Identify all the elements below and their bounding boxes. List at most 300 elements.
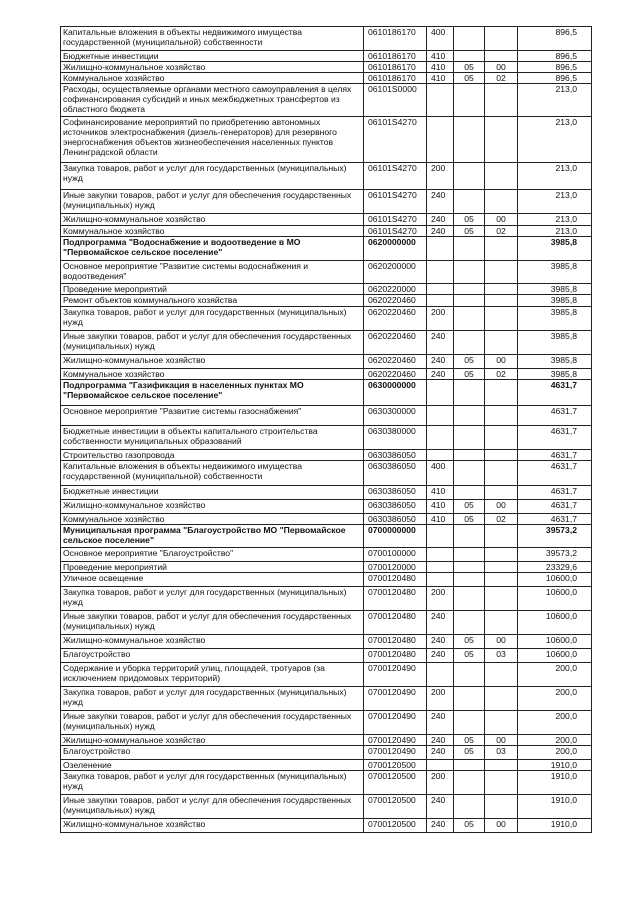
subsection-cell — [485, 771, 518, 795]
subsection-cell — [485, 284, 518, 295]
item-name-cell: Коммунальное хозяйство — [61, 226, 364, 237]
item-name-cell: Уличное освещение — [61, 573, 364, 587]
item-name-cell: Проведение мероприятий — [61, 562, 364, 573]
amount-cell: 200,0 — [518, 687, 592, 711]
section-cell — [454, 27, 485, 51]
expense-type-cell: 240 — [427, 611, 454, 635]
item-name-cell: Проведение мероприятий — [61, 284, 364, 295]
table-row — [61, 331, 592, 355]
target-code-cell: 0700120500 — [364, 795, 427, 819]
amount-cell: 3985,8 — [518, 284, 592, 295]
expense-type-cell — [427, 84, 454, 117]
target-code-cell: 06101S4270 — [364, 226, 427, 237]
amount-cell: 200,0 — [518, 735, 592, 746]
section-cell — [454, 711, 485, 735]
table-row — [61, 635, 592, 649]
item-name-cell: Муниципальная программа "Благоустройство МО "Первомайское сельское поселение" — [61, 525, 364, 548]
subsection-cell: 03 — [485, 649, 518, 663]
expense-type-cell — [427, 548, 454, 562]
subsection-cell — [485, 795, 518, 819]
table-row — [61, 587, 592, 611]
table-row — [61, 426, 592, 450]
amount-cell: 4631,7 — [518, 380, 592, 406]
subsection-cell: 00 — [485, 635, 518, 649]
table-row — [61, 450, 592, 461]
subsection-cell — [485, 27, 518, 51]
subsection-cell: 00 — [485, 355, 518, 369]
amount-cell: 213,0 — [518, 214, 592, 226]
subsection-cell — [485, 190, 518, 214]
target-code-cell: 06101S0000 — [364, 84, 427, 117]
target-code-cell: 0620220460 — [364, 307, 427, 331]
expense-type-cell — [427, 562, 454, 573]
target-code-cell: 0610186170 — [364, 51, 427, 62]
table-row — [61, 406, 592, 426]
expense-type-cell — [427, 760, 454, 771]
table-row — [61, 735, 592, 746]
target-code-cell: 0620220460 — [364, 295, 427, 307]
item-name-cell: Иные закупки товаров, работ и услуг для обеспечения государственных (муниципальных) нужд — [61, 611, 364, 635]
amount-cell: 3985,8 — [518, 355, 592, 369]
item-name-cell: Жилищно-коммунальное хозяйство — [61, 355, 364, 369]
expense-type-cell: 240 — [427, 369, 454, 380]
table-body — [61, 27, 592, 833]
expense-type-cell — [427, 295, 454, 307]
item-name-cell: Капитальные вложения в объекты недвижимого имущества государственной (муниципальной) собственности — [61, 461, 364, 486]
table-row — [61, 711, 592, 735]
subsection-cell: 00 — [485, 62, 518, 73]
item-name-cell: Основное мероприятие "Развитие системы газоснабжения" — [61, 406, 364, 426]
amount-cell: 10600,0 — [518, 649, 592, 663]
amount-cell: 23329,6 — [518, 562, 592, 573]
item-name-cell: Расходы, осуществляемые органами местного самоуправления в целях софинансирования субсидий и иных межбюджетных трансфертов из областного бюджета — [61, 84, 364, 117]
item-name-cell: Иные закупки товаров, работ и услуг для обеспечения государственных (муниципальных) нужд — [61, 795, 364, 819]
section-cell: 05 — [454, 369, 485, 380]
expense-type-cell: 200 — [427, 587, 454, 611]
amount-cell: 200,0 — [518, 746, 592, 760]
section-cell — [454, 84, 485, 117]
section-cell — [454, 771, 485, 795]
item-name-cell: Содержание и уборка территорий улиц, площадей, тротуаров (за исключением придомовых территорий) — [61, 663, 364, 687]
target-code-cell: 0700120480 — [364, 573, 427, 587]
target-code-cell: 06101S4270 — [364, 214, 427, 226]
amount-cell: 1910,0 — [518, 771, 592, 795]
subsection-cell: 02 — [485, 226, 518, 237]
table-row — [61, 261, 592, 284]
section-cell — [454, 284, 485, 295]
amount-cell: 896,5 — [518, 27, 592, 51]
section-cell — [454, 573, 485, 587]
table-row — [61, 573, 592, 587]
target-code-cell: 0700120500 — [364, 760, 427, 771]
expense-type-cell — [427, 380, 454, 406]
section-cell — [454, 760, 485, 771]
item-name-cell: Бюджетные инвестиции — [61, 51, 364, 62]
table-row — [61, 237, 592, 261]
expense-type-cell: 410 — [427, 73, 454, 84]
expense-type-cell: 200 — [427, 307, 454, 331]
item-name-cell: Софинансирование мероприятий по приобретению автономных источников электроснабжения (дизель-генераторов) для резервного энергоснабжения объектов жизнеобеспечения населенных пунктов Ленинградской области — [61, 117, 364, 163]
table-row — [61, 746, 592, 760]
table-row — [61, 355, 592, 369]
table-row — [61, 562, 592, 573]
expense-type-cell: 240 — [427, 795, 454, 819]
target-code-cell: 0700120500 — [364, 771, 427, 795]
section-cell: 05 — [454, 746, 485, 760]
section-cell — [454, 331, 485, 355]
section-cell — [454, 51, 485, 62]
subsection-cell: 03 — [485, 746, 518, 760]
subsection-cell: 02 — [485, 514, 518, 525]
subsection-cell — [485, 261, 518, 284]
item-name-cell: Капитальные вложения в объекты недвижимого имущества государственной (муниципальной) собственности — [61, 27, 364, 51]
item-name-cell: Строительство газопровода — [61, 450, 364, 461]
target-code-cell: 0630386050 — [364, 486, 427, 500]
target-code-cell: 06101S4270 — [364, 163, 427, 190]
item-name-cell: Благоустройство — [61, 746, 364, 760]
budget-document-page — [60, 26, 591, 833]
target-code-cell: 0630000000 — [364, 380, 427, 406]
section-cell: 05 — [454, 355, 485, 369]
table-row — [61, 649, 592, 663]
section-cell — [454, 562, 485, 573]
table-row — [61, 663, 592, 687]
subsection-cell — [485, 461, 518, 486]
section-cell — [454, 450, 485, 461]
amount-cell: 3985,8 — [518, 331, 592, 355]
amount-cell: 1910,0 — [518, 795, 592, 819]
section-cell — [454, 548, 485, 562]
expense-type-cell: 400 — [427, 27, 454, 51]
item-name-cell: Ремонт объектов коммунального хозяйства — [61, 295, 364, 307]
subsection-cell — [485, 611, 518, 635]
expense-type-cell — [427, 284, 454, 295]
subsection-cell: 02 — [485, 369, 518, 380]
target-code-cell: 0620220460 — [364, 331, 427, 355]
target-code-cell: 0620000000 — [364, 237, 427, 261]
target-code-cell: 0630386050 — [364, 461, 427, 486]
subsection-cell: 02 — [485, 73, 518, 84]
section-cell — [454, 587, 485, 611]
expense-type-cell: 240 — [427, 226, 454, 237]
expense-type-cell: 410 — [427, 514, 454, 525]
section-cell — [454, 261, 485, 284]
subsection-cell — [485, 687, 518, 711]
section-cell: 05 — [454, 649, 485, 663]
section-cell: 05 — [454, 500, 485, 514]
expense-type-cell: 240 — [427, 649, 454, 663]
target-code-cell: 0610186170 — [364, 27, 427, 51]
target-code-cell: 06101S4270 — [364, 190, 427, 214]
target-code-cell: 0700120480 — [364, 635, 427, 649]
table-row — [61, 611, 592, 635]
table-row — [61, 760, 592, 771]
subsection-cell — [485, 562, 518, 573]
amount-cell: 4631,7 — [518, 500, 592, 514]
amount-cell: 4631,7 — [518, 461, 592, 486]
table-row — [61, 73, 592, 84]
section-cell: 05 — [454, 735, 485, 746]
amount-cell: 10600,0 — [518, 573, 592, 587]
subsection-cell — [485, 307, 518, 331]
section-cell: 05 — [454, 214, 485, 226]
subsection-cell — [485, 380, 518, 406]
section-cell — [454, 687, 485, 711]
target-code-cell: 0620220460 — [364, 355, 427, 369]
subsection-cell — [485, 163, 518, 190]
expense-type-cell: 240 — [427, 635, 454, 649]
target-code-cell: 0700120480 — [364, 611, 427, 635]
table-row — [61, 190, 592, 214]
target-code-cell: 0620220000 — [364, 284, 427, 295]
section-cell: 05 — [454, 73, 485, 84]
amount-cell: 4631,7 — [518, 450, 592, 461]
item-name-cell: Закупка товаров, работ и услуг для государственных (муниципальных) нужд — [61, 771, 364, 795]
table-row — [61, 795, 592, 819]
target-code-cell: 06101S4270 — [364, 117, 427, 163]
amount-cell: 213,0 — [518, 117, 592, 163]
target-code-cell: 0700120490 — [364, 663, 427, 687]
amount-cell: 4631,7 — [518, 514, 592, 525]
item-name-cell: Основное мероприятие "Развитие системы водоснабжения и водоотведения" — [61, 261, 364, 284]
table-row — [61, 117, 592, 163]
section-cell — [454, 795, 485, 819]
item-name-cell: Подпрограмма "Водоснабжение и водоотведение в МО "Первомайское сельское поселение" — [61, 237, 364, 261]
item-name-cell: Закупка товаров, работ и услуг для государственных (муниципальных) нужд — [61, 163, 364, 190]
amount-cell: 896,5 — [518, 62, 592, 73]
subsection-cell — [485, 84, 518, 117]
target-code-cell: 0700120000 — [364, 562, 427, 573]
expense-type-cell — [427, 117, 454, 163]
table-row — [61, 548, 592, 562]
section-cell: 05 — [454, 819, 485, 833]
subsection-cell — [485, 406, 518, 426]
amount-cell: 896,5 — [518, 51, 592, 62]
table-row — [61, 461, 592, 486]
subsection-cell — [485, 525, 518, 548]
subsection-cell — [485, 426, 518, 450]
item-name-cell: Закупка товаров, работ и услуг для государственных (муниципальных) нужд — [61, 687, 364, 711]
expense-type-cell: 240 — [427, 214, 454, 226]
expense-type-cell: 200 — [427, 163, 454, 190]
amount-cell: 200,0 — [518, 663, 592, 687]
item-name-cell: Подпрограмма "Газификация в населенных пунктах МО "Первомайское сельское поселение" — [61, 380, 364, 406]
item-name-cell: Закупка товаров, работ и услуг для государственных (муниципальных) нужд — [61, 307, 364, 331]
target-code-cell: 0700100000 — [364, 548, 427, 562]
amount-cell: 3985,8 — [518, 237, 592, 261]
table-row — [61, 62, 592, 73]
table-row — [61, 380, 592, 406]
item-name-cell: Коммунальное хозяйство — [61, 73, 364, 84]
target-code-cell: 0630386050 — [364, 500, 427, 514]
expense-type-cell — [427, 426, 454, 450]
item-name-cell: Коммунальное хозяйство — [61, 369, 364, 380]
target-code-cell: 0620220460 — [364, 369, 427, 380]
item-name-cell: Жилищно-коммунальное хозяйство — [61, 62, 364, 73]
target-code-cell: 0630386050 — [364, 450, 427, 461]
expense-type-cell — [427, 406, 454, 426]
amount-cell: 4631,7 — [518, 486, 592, 500]
subsection-cell — [485, 51, 518, 62]
section-cell: 05 — [454, 635, 485, 649]
amount-cell: 213,0 — [518, 84, 592, 117]
target-code-cell: 0700120500 — [364, 819, 427, 833]
subsection-cell — [485, 663, 518, 687]
target-code-cell: 0700120480 — [364, 649, 427, 663]
item-name-cell: Иные закупки товаров, работ и услуг для обеспечения государственных (муниципальных) нужд — [61, 331, 364, 355]
expense-type-cell: 410 — [427, 51, 454, 62]
section-cell: 05 — [454, 62, 485, 73]
table-row — [61, 163, 592, 190]
amount-cell: 10600,0 — [518, 635, 592, 649]
amount-cell: 4631,7 — [518, 406, 592, 426]
subsection-cell — [485, 295, 518, 307]
expense-type-cell — [427, 573, 454, 587]
subsection-cell: 00 — [485, 214, 518, 226]
amount-cell: 213,0 — [518, 190, 592, 214]
section-cell — [454, 426, 485, 450]
subsection-cell — [485, 548, 518, 562]
item-name-cell: Озеленение — [61, 760, 364, 771]
subsection-cell — [485, 486, 518, 500]
table-row — [61, 307, 592, 331]
item-name-cell: Иные закупки товаров, работ и услуг для обеспечения государственных (муниципальных) нужд — [61, 190, 364, 214]
section-cell — [454, 406, 485, 426]
section-cell: 05 — [454, 226, 485, 237]
table-row — [61, 369, 592, 380]
expense-type-cell — [427, 663, 454, 687]
amount-cell: 10600,0 — [518, 587, 592, 611]
target-code-cell: 0700120480 — [364, 587, 427, 611]
section-cell — [454, 190, 485, 214]
amount-cell: 4631,7 — [518, 426, 592, 450]
item-name-cell: Жилищно-коммунальное хозяйство — [61, 214, 364, 226]
expense-type-cell: 410 — [427, 486, 454, 500]
section-cell — [454, 486, 485, 500]
expense-type-cell — [427, 237, 454, 261]
amount-cell: 896,5 — [518, 73, 592, 84]
subsection-cell — [485, 450, 518, 461]
amount-cell: 1910,0 — [518, 760, 592, 771]
expense-type-cell: 240 — [427, 355, 454, 369]
table-row — [61, 84, 592, 117]
subsection-cell: 00 — [485, 500, 518, 514]
amount-cell: 213,0 — [518, 226, 592, 237]
item-name-cell: Бюджетные инвестиции — [61, 486, 364, 500]
subsection-cell — [485, 117, 518, 163]
subsection-cell — [485, 711, 518, 735]
target-code-cell: 0700120490 — [364, 746, 427, 760]
table-row — [61, 284, 592, 295]
subsection-cell: 00 — [485, 819, 518, 833]
amount-cell: 213,0 — [518, 163, 592, 190]
expense-type-cell: 240 — [427, 819, 454, 833]
amount-cell: 1910,0 — [518, 819, 592, 833]
amount-cell: 10600,0 — [518, 611, 592, 635]
section-cell — [454, 380, 485, 406]
item-name-cell: Закупка товаров, работ и услуг для государственных (муниципальных) нужд — [61, 587, 364, 611]
section-cell — [454, 237, 485, 261]
subsection-cell — [485, 587, 518, 611]
table-row — [61, 27, 592, 51]
section-cell — [454, 663, 485, 687]
section-cell — [454, 307, 485, 331]
expense-type-cell — [427, 261, 454, 284]
table-row — [61, 514, 592, 525]
target-code-cell: 0700120490 — [364, 735, 427, 746]
amount-cell: 200,0 — [518, 711, 592, 735]
table-row — [61, 226, 592, 237]
target-code-cell: 0630386050 — [364, 514, 427, 525]
table-row — [61, 525, 592, 548]
table-row — [61, 51, 592, 62]
expense-type-cell: 410 — [427, 62, 454, 73]
section-cell: 05 — [454, 514, 485, 525]
table-row — [61, 771, 592, 795]
table-row — [61, 819, 592, 833]
target-code-cell: 0610186170 — [364, 62, 427, 73]
item-name-cell: Бюджетные инвестиции в объекты капитального строительства собственности муниципальных образований — [61, 426, 364, 450]
table-row — [61, 214, 592, 226]
section-cell — [454, 117, 485, 163]
target-code-cell: 0700120490 — [364, 711, 427, 735]
target-code-cell: 0630380000 — [364, 426, 427, 450]
subsection-cell — [485, 573, 518, 587]
section-cell — [454, 295, 485, 307]
budget-allocation-table — [60, 26, 592, 833]
expense-type-cell: 240 — [427, 331, 454, 355]
target-code-cell: 0610186170 — [364, 73, 427, 84]
table-row — [61, 295, 592, 307]
section-cell — [454, 611, 485, 635]
item-name-cell: Основное мероприятие "Благоустройство" — [61, 548, 364, 562]
expense-type-cell: 240 — [427, 711, 454, 735]
item-name-cell: Коммунальное хозяйство — [61, 514, 364, 525]
expense-type-cell: 400 — [427, 461, 454, 486]
section-cell — [454, 525, 485, 548]
amount-cell: 39573,2 — [518, 548, 592, 562]
item-name-cell: Жилищно-коммунальное хозяйство — [61, 500, 364, 514]
expense-type-cell: 200 — [427, 771, 454, 795]
table-row — [61, 486, 592, 500]
expense-type-cell: 240 — [427, 735, 454, 746]
item-name-cell: Жилищно-коммунальное хозяйство — [61, 735, 364, 746]
amount-cell: 3985,8 — [518, 261, 592, 284]
expense-type-cell: 200 — [427, 687, 454, 711]
amount-cell: 39573,2 — [518, 525, 592, 548]
expense-type-cell: 410 — [427, 500, 454, 514]
section-cell — [454, 163, 485, 190]
item-name-cell: Жилищно-коммунальное хозяйство — [61, 819, 364, 833]
expense-type-cell: 240 — [427, 190, 454, 214]
target-code-cell: 0620200000 — [364, 261, 427, 284]
expense-type-cell — [427, 450, 454, 461]
item-name-cell: Жилищно-коммунальное хозяйство — [61, 635, 364, 649]
subsection-cell — [485, 760, 518, 771]
subsection-cell — [485, 331, 518, 355]
target-code-cell: 0700000000 — [364, 525, 427, 548]
target-code-cell: 0630300000 — [364, 406, 427, 426]
target-code-cell: 0700120490 — [364, 687, 427, 711]
item-name-cell: Иные закупки товаров, работ и услуг для обеспечения государственных (муниципальных) нужд — [61, 711, 364, 735]
table-row — [61, 500, 592, 514]
subsection-cell — [485, 237, 518, 261]
amount-cell: 3985,8 — [518, 369, 592, 380]
item-name-cell: Благоустройство — [61, 649, 364, 663]
table-row — [61, 687, 592, 711]
expense-type-cell: 240 — [427, 746, 454, 760]
amount-cell: 3985,8 — [518, 307, 592, 331]
